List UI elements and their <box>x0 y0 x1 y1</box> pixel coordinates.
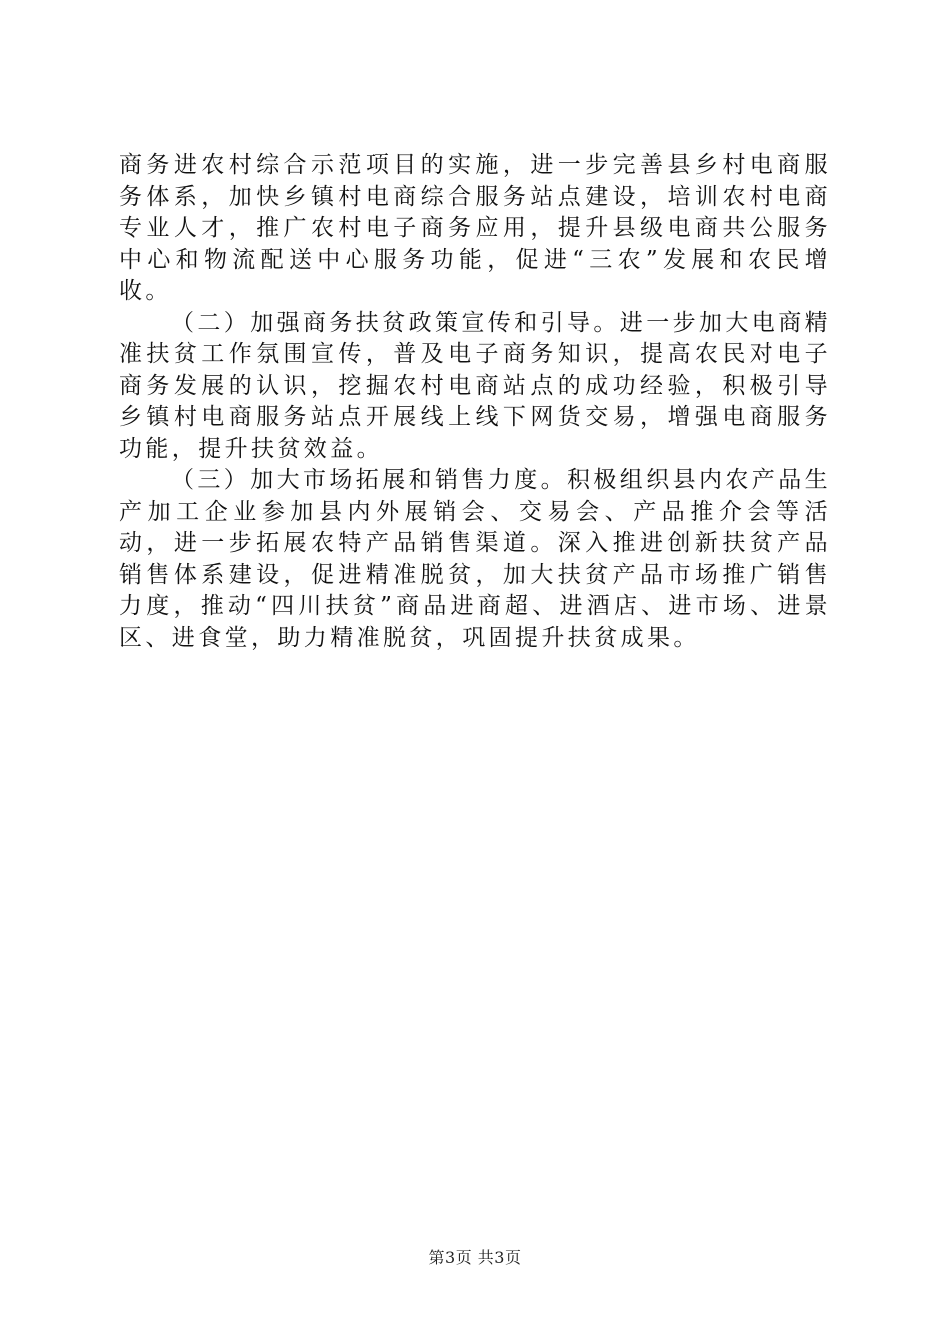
document-body <box>119 150 831 654</box>
paragraph-continued: 商务进农村综合示范项目的实施，进一步完善县乡村电商服务体系，加快乡镇村电商综合服务站点建设，培训农村电商专业人才，推广农村电子商务应用，提升县级电商共公服务中心和物流配送中心服务功能，促进“三农”发展和农民增收。 <box>119 152 831 304</box>
page-number-label: 第3页 共3页 <box>428 1248 522 1267</box>
paragraph-section-2: （二）加强商务扶贫政策宣传和引导。进一步加大电商精准扶贫工作氛围宣传，普及电子商务知识，提高农民对电子商务发展的认识，挖掘农村电商站点的成功经验，积极引导乡镇村电商服务站点开展线上线下网货交易，增强电商服务功能，提升扶贫效益。 <box>119 309 831 462</box>
page-footer <box>0 1245 950 1268</box>
paragraph-section-3: （三）加大市场拓展和销售力度。积极组织县内农产品生产加工企业参加县内外展销会、交易会、产品推介会等活动，进一步拓展农特产品销售渠道。深入推进创新扶贫产品销售体系建设，促进精准脱贫，加大扶贫产品市场推广销售力度，推动“四川扶贫”商品进商超、进酒店、进市场、进景区、进食堂，助力精准脱贫，巩固提升扶贫成果。 <box>119 467 831 651</box>
